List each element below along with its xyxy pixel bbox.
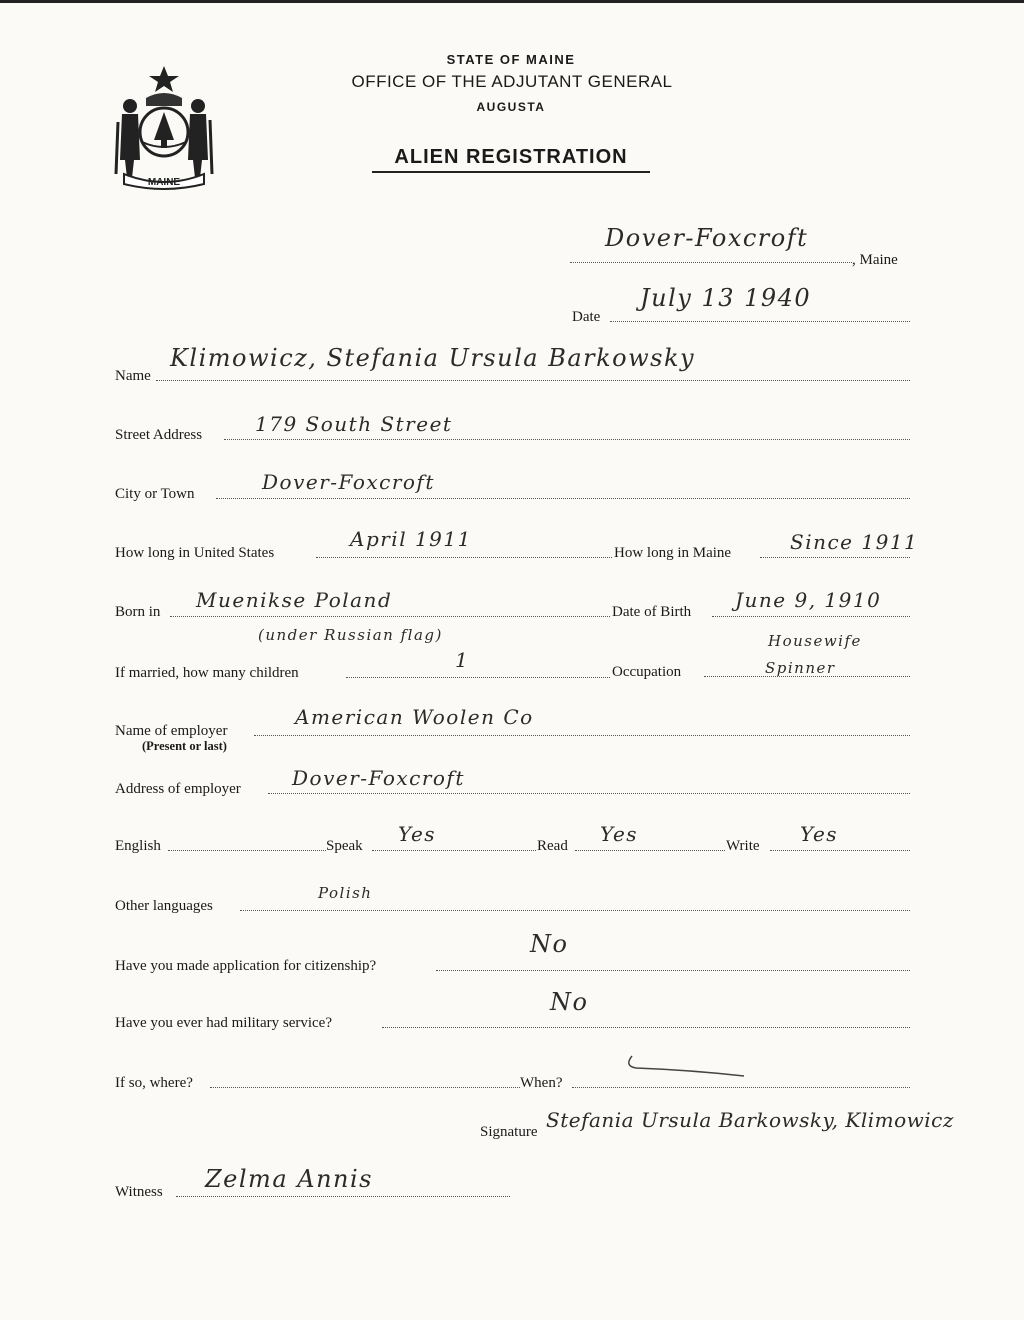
street-address-value: 179 South Street (255, 412, 453, 436)
blank-dash-mark (620, 1050, 750, 1080)
name-label: Name (115, 368, 151, 384)
born-in-line (170, 616, 610, 617)
office-heading: OFFICE OF THE ADJUTANT GENERAL (351, 72, 673, 91)
top-border (0, 0, 1024, 3)
signature-value: Stefania Ursula Barkowsky, Klimowicz (546, 1108, 954, 1132)
date-of-birth-value: June 9, 1910 (735, 588, 882, 612)
how-long-maine-line (760, 557, 910, 558)
other-languages-value: Polish (318, 884, 373, 902)
when-label: When? (520, 1075, 563, 1091)
city-label: City or Town (115, 486, 195, 502)
state-heading: STATE OF MAINE (446, 52, 576, 67)
other-languages-line (240, 910, 910, 911)
city-value: Dover-Foxcroft (262, 470, 435, 494)
read-line (575, 850, 725, 851)
city-heading: AUGUSTA (476, 100, 546, 114)
citizenship-value: No (530, 930, 569, 958)
if-so-where-line (210, 1087, 520, 1088)
witness-line (176, 1196, 510, 1197)
witness-label: Witness (115, 1184, 163, 1200)
how-long-us-label: How long in United States (115, 545, 275, 561)
how-long-us-line (316, 557, 612, 558)
english-label: English (115, 838, 161, 854)
employer-name-label: Name of employer (115, 723, 228, 739)
how-long-us-value: April 1911 (350, 527, 472, 551)
read-value: Yes (600, 822, 639, 846)
how-long-maine-value: Since 1911 (790, 530, 919, 554)
married-children-label: If married, how many children (115, 665, 299, 681)
occupation-value-2: Spinner (765, 659, 836, 677)
citizenship-label: Have you made application for citizenship? (115, 958, 377, 974)
employer-name-value: American Woolen Co (295, 705, 534, 729)
seal-text: MAINE (147, 177, 181, 188)
signature-label: Signature (480, 1124, 538, 1140)
employer-address-label: Address of employer (115, 781, 241, 797)
date-label: Date (572, 309, 601, 325)
other-languages-label: Other languages (115, 898, 213, 914)
married-children-line (346, 677, 610, 678)
date-of-birth-label: Date of Birth (612, 604, 692, 620)
if-so-where-label: If so, where? (115, 1075, 193, 1091)
street-address-line (224, 439, 910, 440)
speak-value: Yes (398, 822, 437, 846)
town-value: Dover-Foxcroft (605, 224, 809, 252)
date-of-birth-line (712, 616, 910, 617)
town-line (570, 262, 852, 263)
street-address-label: Street Address (115, 427, 203, 443)
speak-line (372, 850, 536, 851)
witness-value: Zelma Annis (205, 1165, 373, 1193)
occupation-value-1: Housewife (768, 632, 862, 650)
maine-label: , Maine (852, 252, 898, 268)
occupation-label: Occupation (612, 664, 682, 680)
form-title: ALIEN REGISTRATION (372, 146, 650, 173)
name-value: Klimowicz, Stefania Ursula Barkowsky (170, 344, 696, 372)
military-value: No (550, 988, 589, 1016)
speak-label: Speak (326, 838, 363, 854)
children-value: 1 (455, 648, 470, 672)
how-long-maine-label: How long in Maine (614, 545, 732, 561)
employer-address-value: Dover-Foxcroft (292, 766, 465, 790)
military-label: Have you ever had military service? (115, 1015, 332, 1031)
name-line (156, 380, 910, 381)
employer-address-line (268, 793, 910, 794)
present-or-last-label: (Present or last) (142, 739, 227, 753)
write-line (770, 850, 910, 851)
employer-name-line (254, 735, 910, 736)
when-line (572, 1087, 910, 1088)
born-in-note: (under Russian flag) (258, 626, 443, 644)
write-label: Write (726, 838, 760, 854)
read-label: Read (537, 838, 568, 854)
born-in-label: Born in (115, 604, 161, 620)
city-line (216, 498, 910, 499)
english-line (168, 850, 326, 851)
write-value: Yes (800, 822, 839, 846)
citizenship-line (436, 970, 910, 971)
born-in-value: Muenikse Poland (196, 588, 393, 612)
date-value: July 13 1940 (640, 284, 812, 312)
date-line (610, 321, 910, 322)
military-line (382, 1027, 910, 1028)
